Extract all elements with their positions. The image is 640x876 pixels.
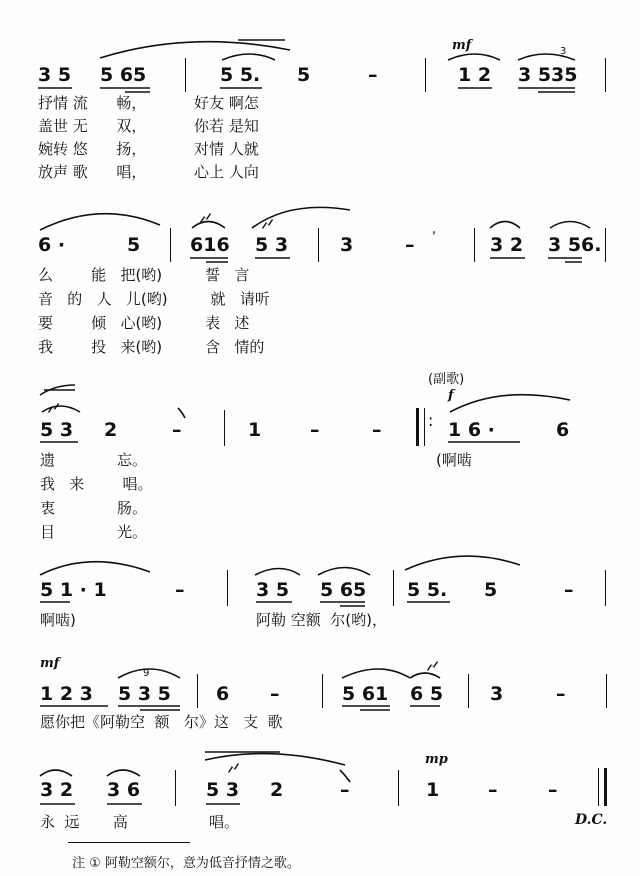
bar-line (605, 570, 606, 606)
bar-line (170, 228, 171, 262)
note-group: – (405, 234, 415, 256)
note-group: 5 (484, 579, 498, 601)
note-group: 3 2 (490, 234, 524, 256)
note-group: – (270, 683, 280, 705)
note-group: 3 56. (548, 234, 602, 256)
chorus-lyric: (啊啮 (436, 451, 472, 469)
bar-line (605, 228, 606, 262)
note-group: 6 5 (410, 683, 444, 705)
bar-line (606, 674, 607, 708)
bar-line (322, 674, 323, 708)
lyric-line: 盖世 无 双， 你若 是知 (38, 117, 259, 135)
note-group: – (310, 419, 320, 441)
lyric-line: 么 能 把(哟) 誓 言 (38, 266, 250, 284)
bar-line (468, 674, 469, 708)
bar-line (393, 570, 394, 606)
note-group: 5 3 5 (118, 683, 171, 705)
lyric-line: 永 远 高 唱。 (40, 813, 239, 831)
note-group: 5 1 · 1 (40, 579, 107, 601)
lyric-line: 音 的 人 儿(哟) 就 请听 (38, 290, 270, 308)
note-group: 3 5 (256, 579, 290, 601)
bar-line (185, 58, 186, 92)
note-group: 2 (270, 779, 284, 801)
dynamic-mf: mf (452, 38, 472, 53)
footnote: 注 ① 阿勒空额尔，意为低音抒情之歌。 (72, 856, 300, 871)
note-group: 616 (190, 234, 230, 256)
note-group: 3 (340, 234, 354, 256)
note-group: 3 5 (38, 64, 72, 86)
lyric-line: 遗 忘。 (40, 451, 147, 469)
dynamic-mf: mf (40, 656, 60, 671)
lyric-line: 阿勒 空额 尔(哟)， (256, 611, 388, 629)
note-group: – (564, 579, 574, 601)
note-group: 6 (216, 683, 230, 705)
note-group: – (368, 64, 378, 86)
footnote-rule (68, 842, 190, 843)
note-group: – (372, 419, 382, 441)
note-group: – (556, 683, 566, 705)
note-group: 3 2 (40, 779, 74, 801)
note-group: 1 6 · (448, 419, 495, 441)
note-group: 5 (127, 234, 141, 256)
repeat-bar-thick (416, 408, 419, 446)
note-group: 3 6 (107, 779, 141, 801)
repeat-dots: : (428, 411, 434, 430)
dynamic-mp: mp (425, 752, 448, 767)
bar-line (474, 228, 475, 262)
lyric-line: 要 倾 心(哟) 表 述 (38, 314, 250, 332)
note-group: – (488, 779, 498, 801)
note-group: 3 (490, 683, 504, 705)
lyric-line: 啊啮) (40, 611, 76, 629)
note-group: 6 (556, 419, 570, 441)
note-group: 5 65 (100, 64, 147, 86)
lyric-line: 愿你把《阿勒空 额 尔》这 支 歌 (40, 713, 283, 731)
da-capo-mark: D.C. (575, 812, 608, 828)
note-group: 1 2 3 (40, 683, 93, 705)
bar-line (318, 228, 319, 262)
note-group: 1 2 (458, 64, 492, 86)
section-label: (副歌) (428, 372, 465, 387)
note-group: 5 3 (255, 234, 289, 256)
note-group: – (548, 779, 558, 801)
lyric-line: 我 来 唱。 (40, 475, 153, 493)
bar-line (175, 770, 176, 806)
dynamic-f: f (448, 388, 454, 403)
final-bar-thin (598, 768, 599, 806)
bar-line (398, 770, 399, 806)
note-group: 1 (426, 779, 440, 801)
lyric-line: 放声 歌 唱， 心上 人向 (38, 163, 259, 181)
note-group: 5 65 (320, 579, 367, 601)
bar-line (197, 674, 198, 708)
note-group: 5 5. (407, 579, 448, 601)
note-group: 1 (248, 419, 262, 441)
note-group: – (340, 779, 350, 801)
bar-line (425, 58, 426, 92)
bar-line (227, 570, 228, 606)
lyric-line: 抒情 流 畅， 好友 啊怎 (38, 94, 259, 112)
note-group: – (175, 579, 185, 601)
note-group: 5 5. (220, 64, 261, 86)
tuplet-mark: 3 (560, 46, 567, 57)
lyric-line: 目 光。 (40, 523, 147, 541)
lyric-line: 我 投 来(哟) 含 情的 (38, 338, 265, 356)
ornament-mark: 9 (143, 668, 150, 679)
breath-mark: , (432, 222, 437, 237)
note-group: 6 · (38, 234, 66, 256)
bar-line (605, 58, 606, 92)
note-group: 5 61 (342, 683, 389, 705)
repeat-bar-thin (424, 408, 425, 446)
bar-line (224, 410, 225, 446)
lyric-line: 衷 肠。 (40, 499, 147, 517)
note-group: 5 (297, 64, 311, 86)
note-group: 2 (104, 419, 118, 441)
lyric-line: 婉转 悠 扬， 对情 人就 (38, 140, 259, 158)
note-group: – (172, 419, 182, 441)
note-group: 5 3 (206, 779, 240, 801)
final-bar-thick (604, 768, 607, 806)
note-group: 5 3 (40, 419, 74, 441)
note-group: 3 535 (518, 64, 578, 86)
